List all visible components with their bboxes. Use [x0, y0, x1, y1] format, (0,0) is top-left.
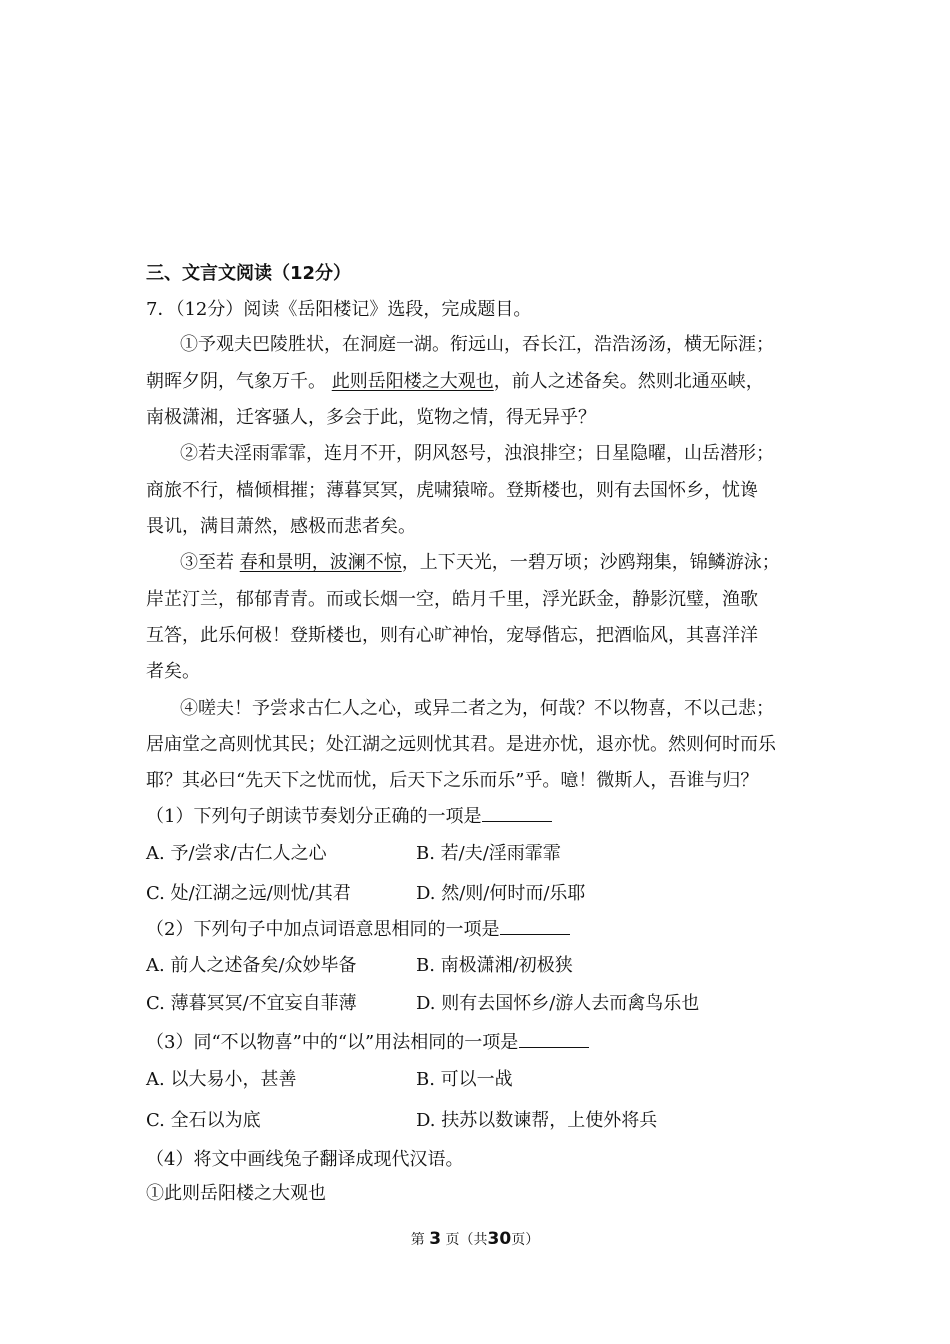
p1-text-after: ，前人之述备矣。然则北通巫峡，	[493, 371, 764, 392]
p3-text-after: ，上下天光，一碧万顷；沙鸥翔集，锦鳞游泳；	[401, 552, 780, 573]
option-2b: B. 南极潇湘/初极狭	[416, 955, 573, 976]
option-1d: D. 然/则/何时而/乐耶	[416, 883, 586, 904]
subquestion-3-prompt: （3）同“不以物喜”中的“以”用法相同的一项是	[146, 1031, 589, 1055]
p3-text-before: ③至若	[180, 552, 234, 573]
passage-p2-line3: 畏讥，满目萧然，感极而悲者矣。	[146, 516, 416, 537]
passage-p1-line3: 南极潇湘，迁客骚人，多会于此，览物之情，得无异乎？	[146, 407, 596, 428]
page-number: 3	[429, 1229, 442, 1249]
passage-p4-line3: 耶？其必曰“先天下之忧而忧，后天下之乐而乐”乎。噫！微斯人，吾谁与归？	[146, 770, 759, 791]
passage-p3-line1	[180, 551, 780, 575]
page-total: 30	[487, 1229, 512, 1249]
option-2c: C. 薄暮冥冥/不宜妄自菲薄	[146, 993, 357, 1014]
answer-blank[interactable]	[519, 1033, 589, 1048]
option-3a: A. 以大易小，甚善	[146, 1069, 297, 1090]
option-3b: B. 可以一战	[416, 1069, 513, 1090]
option-1b: B. 若/夫/淫雨霏霏	[416, 843, 561, 864]
p1-text-before: 朝晖夕阴，气象万千。	[146, 371, 326, 392]
answer-blank[interactable]	[482, 807, 552, 822]
page-footer: 第 3 页（共30页）	[410, 1229, 540, 1249]
passage-p4-line1: ④嗟夫！予尝求古仁人之心，或异二者之为，何哉？不以物喜，不以己悲；	[180, 698, 774, 719]
underlined-sentence-1: 此则岳阳楼之大观也	[331, 371, 494, 392]
subquestion-4-prompt: （4）将文中画线兔子翻译成现代汉语。	[146, 1149, 464, 1170]
subquestion-4-item-1: ①此则岳阳楼之大观也	[146, 1183, 326, 1204]
passage-p3-line2: 岸芷汀兰，郁郁青青。而或长烟一空，皓月千里，浮光跃金，静影沉璧，渔歌	[146, 589, 758, 610]
option-1a: A. 予/尝求/古仁人之心	[146, 843, 327, 864]
underlined-sentence-2: 春和景明，波澜不惊	[239, 552, 402, 573]
passage-p3-line3: 互答，此乐何极！登斯楼也，则有心旷神怡，宠辱偕忘，把酒临风，其喜洋洋	[146, 625, 758, 646]
passage-p1-line2	[146, 370, 764, 394]
option-3c: C. 全石以为底	[146, 1110, 261, 1131]
passage-p3-line4: 者矣。	[146, 661, 200, 682]
passage-p2-line2: 商旅不行，樯倾楫摧；薄暮冥冥，虎啸猿啼。登斯楼也，则有去国怀乡，忧谗	[146, 480, 758, 501]
passage-p1-line1: ①予观夫巴陵胜状，在洞庭一湖。衔远山，吞长江，浩浩汤汤，横无际涯；	[180, 334, 774, 355]
answer-blank[interactable]	[500, 920, 570, 935]
option-1c: C. 处/江湖之远/则忧/其君	[146, 883, 351, 904]
section-heading: 三、文言文阅读（12分）	[146, 263, 352, 284]
option-2a: A. 前人之述备矣/众妙毕备	[146, 955, 357, 976]
question-stem: 7．（12分）阅读《岳阳楼记》选段，完成题目。	[146, 299, 532, 320]
passage-p2-line1: ②若夫淫雨霏霏，连月不开，阴风怒号，浊浪排空；日星隐曜，山岳潜形；	[180, 443, 774, 464]
option-3d: D. 扶苏以数谏帮，上使外将兵	[416, 1110, 658, 1131]
passage-p4-line2: 居庙堂之高则忧其民；处江湖之远则忧其君。是进亦忧，退亦忧。然则何时而乐	[146, 734, 776, 755]
subquestion-1-prompt: （1）下列句子朗读节奏划分正确的一项是	[146, 805, 552, 829]
option-2d: D. 则有去国怀乡/游人去而禽鸟乐也	[416, 993, 700, 1014]
subquestion-2-prompt: （2）下列句子中加点词语意思相同的一项是	[146, 918, 570, 942]
